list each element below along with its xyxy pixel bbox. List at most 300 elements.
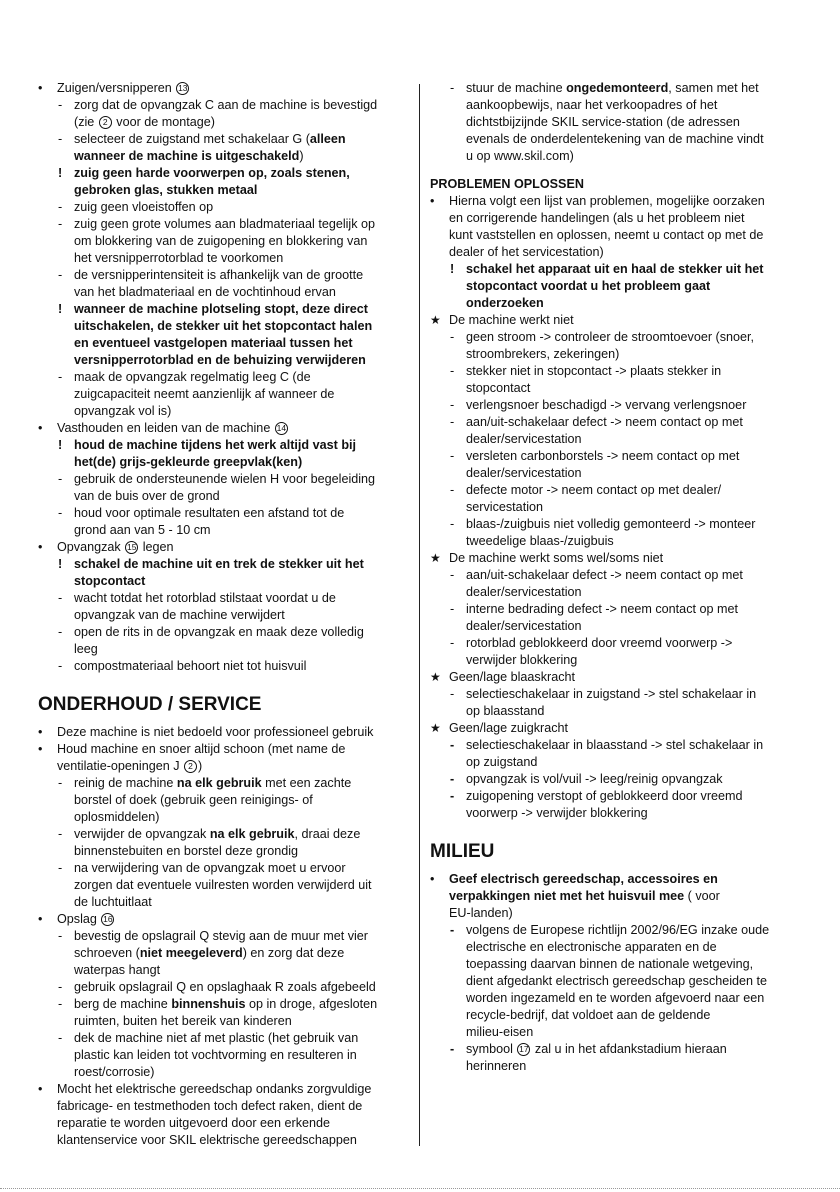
text-run: zuig geen grote volumes aan bladmateriaal tegelijk op [74,217,376,231]
text-run: opvangzak van de machine verwijdert [74,608,285,622]
text-run: op in droge, afgesloten [245,997,378,1011]
text-line [38,979,408,996]
text-run: binnenshuis [171,997,246,1011]
bullet-icon: • [38,1082,43,1096]
text-run: dealer/servicestation [466,619,582,633]
text-run: om blokkering van de zuigopening en blokkering van [74,234,368,248]
text-line [430,295,802,312]
text-run: stuur de machine [466,81,567,95]
text-run: berg de machine [74,997,172,1011]
text-run: voor de montage) [112,115,216,129]
text-run: legen [139,540,174,554]
text-run: aan/uit-schakelaar defect -> neem contact op met [466,415,743,429]
text-run: van de buis over de grond [74,489,220,503]
text-line [430,1041,802,1058]
dash-icon: - [450,602,455,616]
text-run: Geen/lage blaaskracht [449,670,576,684]
text-run: reinig de machine [74,776,177,790]
text-line [38,148,408,165]
text-run: rotorblad geblokkeerd door vreemd voorwerp -> [466,636,733,650]
text-run: blaas-/zuigbuis niet volledig gemonteerd -> monteer [466,517,756,531]
text-run: Zuigen/versnipperen [57,81,176,95]
dash-icon: - [58,472,63,486]
dash-icon: - [58,370,63,384]
text-line [38,1115,408,1132]
text-run: tweedelige blaas-/zuigbuis [466,534,614,548]
text-run: compostmateriaal behoort niet tot huisvuil [74,659,307,673]
section-heading: MILIEU [430,841,495,862]
text-line [38,641,408,658]
text-line [430,148,802,165]
text-run: alleen [309,132,346,146]
text-line [38,775,408,792]
text-line [38,318,408,335]
dash-icon: - [58,591,63,605]
bullet-icon: • [38,725,43,739]
text-line [38,386,408,403]
text-line [38,284,408,301]
text-line [430,244,802,261]
text-run: stopcontact [466,381,531,395]
text-run: fabricage- en testmethoden toch defect raken, dient de [57,1099,363,1113]
text-line [430,131,802,148]
text-run: wanneer de machine is uitgeschakeld [74,149,300,163]
text-line [430,278,802,295]
text-run: dealer/servicestation [466,432,582,446]
dash-icon: - [450,636,455,650]
dash-icon: - [450,398,455,412]
text-line [38,1030,408,1047]
text-run: recycle-bedrijf, dat voldoet aan de geldende [466,1008,711,1022]
figure-reference-icon: 17 [519,1044,529,1054]
text-line [38,894,408,911]
text-run: uitschakelen, de stekker uit het stopcontact halen [74,319,373,333]
text-line [430,922,802,939]
text-run: Opvangzak [57,540,125,554]
text-run: interne bedrading defect -> neem contact op met [466,602,738,616]
text-run: worden ingezameld en te worden afgevoerd naar een [466,991,765,1005]
text-line [38,199,408,216]
text-line [430,431,802,448]
text-line [430,346,802,363]
text-run: na verwijdering van de opvangzak moet u ervoor [74,861,346,875]
text-run: en eventueel vastgelopen materiaal tussen het [74,336,353,350]
text-run: schroeven ( [74,946,140,960]
section-heading: ONDERHOUD / SERVICE [38,694,262,715]
text-run: houd de machine tijdens het werk altijd vast bij [74,438,357,452]
text-run: met een zachte [261,776,352,790]
text-line [430,193,802,210]
star-icon: ★ [430,670,441,684]
text-run: , samen met het [668,81,759,95]
text-line [430,482,802,499]
text-run: ) [198,759,203,773]
text-line [430,905,802,922]
text-run: ( voor [684,889,720,903]
text-line [430,550,802,567]
star-icon: ★ [430,551,441,565]
dash-icon: - [58,929,63,943]
text-line [430,1058,802,1075]
text-line [430,114,802,131]
text-run: toepassing daarvan binnen de nationale wetgeving, [466,957,754,971]
text-run: reparatie te worden uitgevoerd door een erkende [57,1116,331,1130]
text-line [430,261,802,278]
text-run: stroombrekers, zekeringen) [466,347,620,361]
text-run: oplosmiddelen) [74,810,160,824]
text-line [38,420,408,437]
text-run: defecte motor -> neem contact op met dealer/ [466,483,722,497]
text-line [38,539,408,556]
text-run: selecteer de zuigstand met schakelaar G ( [74,132,310,146]
text-run: Opslag [57,912,101,926]
text-line [430,380,802,397]
figure-reference-icon: 13 [178,83,188,93]
text-run: opvangzak is vol/vuil -> leeg/reinig opvangzak [466,772,723,786]
text-line [430,1007,802,1024]
text-line [38,1047,408,1064]
text-run: opvangzak vol is) [74,404,172,418]
text-run: volgens de Europese richtlijn 2002/96/EG inzake oude [466,923,770,937]
text-line [38,826,408,843]
text-line [430,635,802,652]
text-run: binnenstebuiten en borstel deze grondig [74,844,299,858]
text-run: zuigcapaciteit neemt aanzienlijk af wanneer de [74,387,335,401]
dash-icon: - [58,98,63,112]
text-run: bevestig de opslagrail Q stevig aan de muur met vier [74,929,369,943]
text-run: Mocht het elektrische gereedschap ondanks zorgvuldige [57,1082,372,1096]
text-line [430,80,802,97]
text-line [430,703,802,720]
text-run: het versnipperrotorblad te voorkomen [74,251,284,265]
text-run: van het bladmateriaal en de vochtinhoud ervan [74,285,336,299]
text-line [38,1098,408,1115]
text-run: EU-landen) [449,906,513,920]
text-run: maak de opvangzak regelmatig leeg C (de [74,370,311,384]
text-line [38,114,408,131]
text-run: Vasthouden en leiden van de machine [57,421,274,435]
text-run: ventilatie-openingen J [57,759,184,773]
text-line [38,250,408,267]
dash-icon: - [58,861,63,875]
text-line [430,686,802,703]
text-line [430,329,802,346]
text-run: wacht totdat het rotorblad stilstaat voordat u de [74,591,336,605]
text-run: op blaasstand [466,704,545,718]
text-line [430,97,802,114]
text-line [38,301,408,318]
section-heading: PROBLEMEN OPLOSSEN [430,177,584,191]
text-run: voorwerp -> verwijder blokkering [466,806,648,820]
text-line [430,210,802,227]
text-run: op zuigstand [466,755,538,769]
dash-icon: - [450,772,455,786]
text-run: zuig geen harde voorwerpen op, zoals stenen, [74,166,350,180]
dash-icon: - [450,81,455,95]
text-line [430,990,802,1007]
text-run: dealer/servicestation [466,585,582,599]
text-line [38,928,408,945]
text-run: ruimten, buiten het bereik van kinderen [74,1014,292,1028]
bullet-icon: • [38,912,43,926]
text-line [38,843,408,860]
text-line [38,724,408,741]
text-run: niet meegeleverd [139,946,243,960]
text-line [430,737,802,754]
text-line [38,607,408,624]
text-line [430,939,802,956]
text-run: na elk gebruik [176,776,262,790]
dash-icon: - [58,980,63,994]
text-line [430,363,802,380]
text-run: gebroken glas, stukken metaal [74,183,258,197]
text-line [430,312,802,329]
bullet-icon: • [38,421,43,435]
figure-reference-icon: 15 [126,542,137,552]
dash-icon: - [58,625,63,639]
text-line [38,741,408,758]
text-run: open de rits in de opvangzak en maak deze volledig [74,625,364,639]
text-run: stopcontact voordat u het probleem gaat [466,279,711,293]
text-run: gebruik de ondersteunende wielen H voor begeleiding [74,472,376,486]
dash-icon: - [58,1031,63,1045]
text-line [38,403,408,420]
dash-icon: - [450,1042,455,1056]
dash-icon: - [450,330,455,344]
text-line [38,1132,408,1149]
text-line [38,945,408,962]
dash-icon: - [450,483,455,497]
text-run: onderzoeken [466,296,544,310]
text-run: symbool [466,1042,517,1056]
warning-icon: ! [450,262,455,276]
text-run: en corrigerende handelingen (als u het probleem niet [449,211,745,225]
dash-icon: - [58,268,63,282]
text-run: stekker niet in stopcontact -> plaats stekker in [466,364,722,378]
figure-reference-icon: 16 [103,914,113,924]
text-run: geen stroom -> controleer de stroomtoevoer (snoer, [466,330,755,344]
text-run: het(de) grijs-gekleurde greepvlak(ken) [74,455,303,469]
text-run: Deze machine is niet bedoeld voor professioneel gebruik [57,725,374,739]
text-run: de versnipperintensiteit is afhankelijk van de grootte [74,268,364,282]
text-line [38,1064,408,1081]
text-run: houd voor optimale resultaten een afstand tot de [74,506,345,520]
figure-reference-icon: 2 [184,760,197,773]
warning-icon: ! [58,557,63,571]
dash-icon: - [58,132,63,146]
text-line [430,805,802,822]
text-line [430,754,802,771]
text-line [38,437,408,454]
text-line [430,601,802,618]
page-bottom-rule [0,1188,840,1190]
text-run: selectieschakelaar in blaasstand -> stel schakelaar in [466,738,764,752]
text-run: u op www.skil.com) [466,149,574,163]
text-line [430,652,802,669]
text-line [430,618,802,635]
text-run: ) en zorg dat deze [242,946,345,960]
text-line [38,911,408,928]
text-run: versleten carbonborstels -> neem contact op met [466,449,740,463]
text-run: plastic kan leiden tot vochtvorming en resulteren in [74,1048,357,1062]
text-line [38,267,408,284]
bullet-icon: • [38,540,43,554]
left-column [38,80,408,1149]
text-line [430,1024,802,1041]
text-line [430,771,802,788]
text-line [430,888,802,905]
text-line [430,871,802,888]
bullet-icon: • [38,81,43,95]
text-line [430,669,802,686]
text-line [38,454,408,471]
text-run: servicestation [466,500,543,514]
text-run: zal u in het afdankstadium hieraan [531,1042,727,1056]
text-line [430,516,802,533]
text-line [38,352,408,369]
text-line [430,956,802,973]
text-line [38,758,408,775]
text-line [38,877,408,894]
text-line [38,182,408,199]
text-line [38,522,408,539]
dash-icon: - [58,217,63,231]
text-run: De machine werkt niet [449,313,574,327]
text-run: zorg dat de opvangzak C aan de machine is bevestigd [74,98,378,112]
text-line [38,1081,408,1098]
text-line [38,809,408,826]
text-run: dient afgedankt electrisch gereedschap gescheiden te [466,974,768,988]
star-icon: ★ [430,313,441,327]
text-run: leeg [74,642,98,656]
text-run: kunt vaststellen en oplossen, neemt u contact op met de [449,228,764,242]
column-divider [419,84,420,1146]
dash-icon: - [450,687,455,701]
warning-icon: ! [58,166,63,180]
dash-icon: - [450,789,455,803]
text-run: borstel of doek (gebruik geen reinigings- of [74,793,313,807]
text-run: grond aan van 5 - 10 cm [74,523,211,537]
text-line [38,792,408,809]
text-run: schakel het apparaat uit en haal de stekker uit het [466,262,764,276]
text-run: evenals de onderdelentekening van de machine vindt [466,132,764,146]
text-line [38,488,408,505]
text-run: Hierna volgt een lijst van problemen, mogelijke oorzaken [449,194,765,208]
figure-reference-icon: 2 [99,116,112,129]
dash-icon: - [450,738,455,752]
star-icon: ★ [430,721,441,735]
right-column [430,80,802,1075]
text-line [38,369,408,386]
text-run: (zie [74,115,98,129]
text-run: De machine werkt soms wel/soms niet [449,551,664,565]
text-run: dek de machine niet af met plastic (het gebruik van [74,1031,359,1045]
text-run: de luchtuitlaat [74,895,152,909]
text-run: stopcontact [74,574,146,588]
text-line [430,397,802,414]
text-line [430,499,802,516]
text-run: ongedemonteerd [566,81,669,95]
text-line [430,448,802,465]
text-line [430,533,802,550]
text-run: verlengsnoer beschadigd -> vervang verlengsnoer [466,398,747,412]
text-line [38,233,408,250]
dash-icon: - [450,568,455,582]
text-run: verwijder de opvangzak [74,827,210,841]
text-line [430,973,802,990]
text-run: wanneer de machine plotseling stopt, deze direct [74,302,368,316]
dash-icon: - [58,506,63,520]
text-run: , draai deze [294,827,361,841]
dash-icon: - [58,776,63,790]
text-line [38,658,408,675]
text-run: selectieschakelaar in zuigstand -> stel schakelaar in [466,687,757,701]
text-line [38,216,408,233]
text-run: zorgen dat eventuele vuilresten worden verwijderd uit [74,878,372,892]
text-line [38,1013,408,1030]
bullet-icon: • [430,872,435,886]
text-run: aan/uit-schakelaar defect -> neem contact op met [466,568,743,582]
text-run: na elk gebruik [209,827,295,841]
text-run: herinneren [466,1059,527,1073]
text-line [430,788,802,805]
text-run: zuigopening verstopt of geblokkeerd door vreemd [466,789,743,803]
text-line [38,80,408,97]
text-run: dichtstbijzijnde SKIL service-station (de adressen [466,115,740,129]
text-line [38,335,408,352]
bullet-icon: • [430,194,435,208]
dash-icon: - [58,827,63,841]
dash-icon: - [450,449,455,463]
text-line [38,471,408,488]
bullet-icon: • [38,742,43,756]
text-line [38,165,408,182]
dash-icon: - [450,517,455,531]
text-run: verwijder blokkering [466,653,578,667]
dash-icon: - [58,200,63,214]
text-run: waterpas hangt [74,963,161,977]
text-run: ) [299,149,304,163]
dash-icon: - [450,415,455,429]
dash-icon: - [58,997,63,1011]
text-run: milieu-eisen [466,1025,534,1039]
text-line [430,584,802,601]
text-line [430,414,802,431]
text-run: verpakkingen niet met het huisvuil mee [449,889,685,903]
dash-icon: - [58,659,63,673]
warning-icon: ! [58,302,63,316]
text-line [38,996,408,1013]
text-line [38,590,408,607]
text-line [38,97,408,114]
text-run: aankoopbewijs, naar het verkoopadres of het [466,98,718,112]
text-line [38,131,408,148]
text-line [430,567,802,584]
figure-reference-icon: 14 [276,423,287,433]
text-run: klantenservice voor SKIL elektrische gereedschappen [57,1133,357,1147]
text-run: gebruik opslagrail Q en opslaghaak R zoals afgebeeld [74,980,376,994]
text-line [430,720,802,737]
text-run: dealer of het servicestation) [449,245,604,259]
text-run: electrische en electronische apparaten en de [466,940,717,954]
text-run: dealer/servicestation [466,466,582,480]
text-line [38,556,408,573]
text-line [38,860,408,877]
text-run: schakel de machine uit en trek de stekker uit het [74,557,364,571]
text-line [38,624,408,641]
warning-icon: ! [58,438,63,452]
text-run: versnipperrotorblad en de behuizing verwijderen [74,353,366,367]
